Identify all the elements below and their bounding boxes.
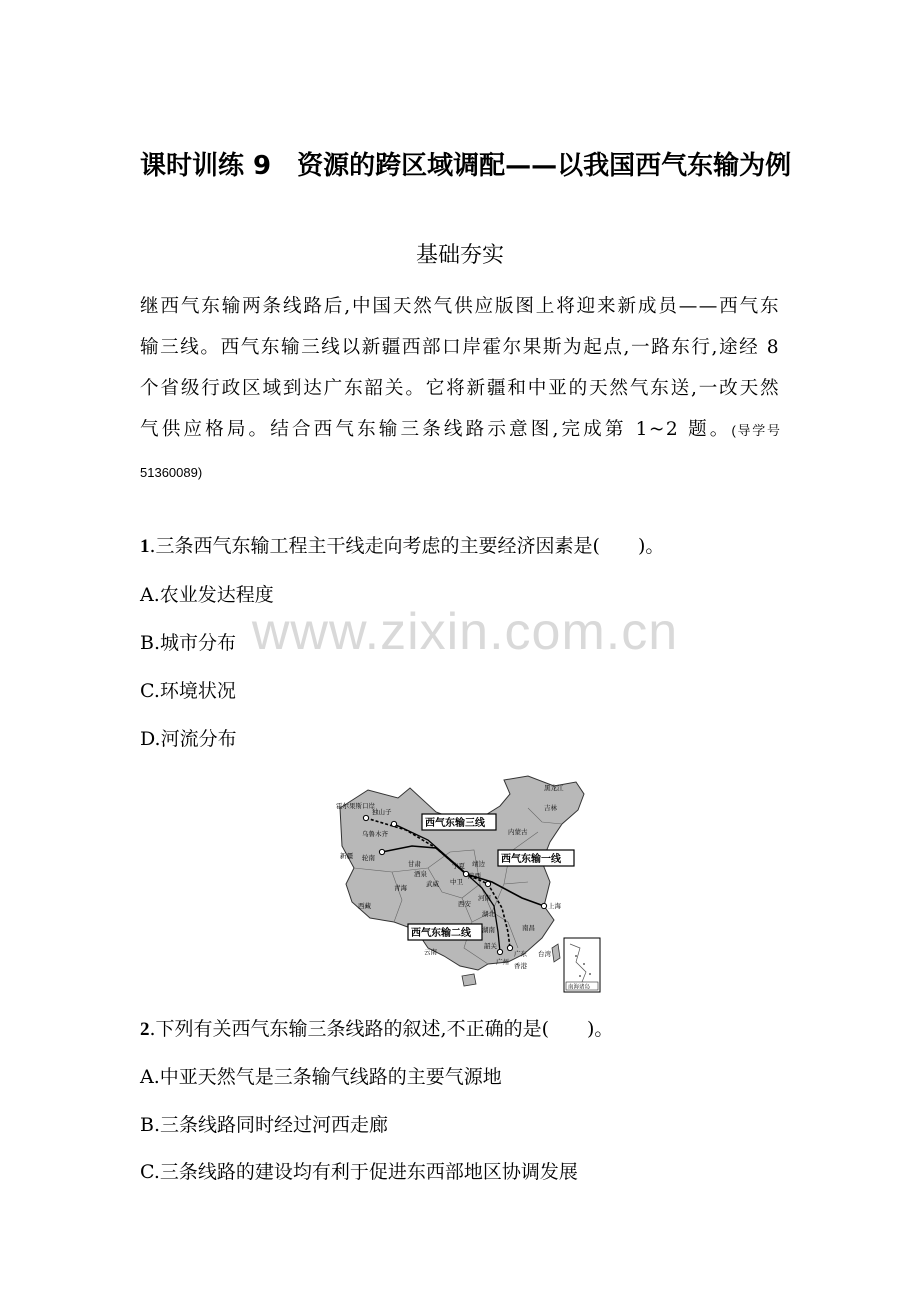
map-taiwan xyxy=(552,944,560,962)
question-1-option-b: B.城市分布 xyxy=(140,632,237,654)
map-place: 新疆 xyxy=(340,852,353,860)
intro-text: 继西气东输两条线路后,中国天然气供应版图上将迎来新成员——西气东输三线。西气东输三线以新疆西部口岸霍尔果斯为起点,一路东行,途经 8 个省级行政区域到达广东韶关。它将新疆和中亚的天然气东送,一改天然气供应格局。结合西气东输三条线路示意图,完成第 1~2 题。 xyxy=(140,296,780,440)
map-place: 武威 xyxy=(426,880,439,888)
map-place: 西藏 xyxy=(358,902,371,910)
question-1-option-c: C.环境状况 xyxy=(140,680,236,702)
map-place: 陕西 xyxy=(468,872,481,880)
map-place: 甘肃 xyxy=(408,860,421,868)
question-2-stem: 2.下列有关西气东输三条线路的叙述,不正确的是( )。 xyxy=(140,1018,614,1040)
question-2-number: 2 xyxy=(140,1019,150,1040)
map-place: 宁夏 xyxy=(452,862,465,870)
question-2-option-c: C.三条线路的建设均有利于促进东西部地区协调发展 xyxy=(140,1161,578,1183)
map-place: 云南 xyxy=(424,948,437,956)
question-2-option-a: A.中亚天然气是三条输气线路的主要气源地 xyxy=(140,1066,502,1088)
guide-number: (导学号 51360089) xyxy=(140,423,780,480)
map-place: 酒泉 xyxy=(414,870,427,878)
intro-paragraph xyxy=(140,286,780,493)
map-place: 广州 xyxy=(496,958,509,966)
map-place: 上海 xyxy=(548,902,561,910)
section-heading: 基础夯实 xyxy=(415,243,504,268)
question-1-option-a: A.农业发达程度 xyxy=(140,584,274,606)
map-place: 中卫 xyxy=(450,878,463,886)
pipeline-map xyxy=(332,772,606,998)
question-1-number: 1 xyxy=(140,536,150,557)
map-place: 内蒙古 xyxy=(508,828,528,836)
map-place: 西安 xyxy=(458,900,471,908)
map-place: 独山子 xyxy=(372,808,392,816)
map-place: 韶关 xyxy=(484,942,497,950)
map-place: 乌鲁木齐 xyxy=(362,830,388,838)
map-place: 霍尔果斯口岸 xyxy=(336,802,375,810)
map-place: 广东 xyxy=(514,950,527,958)
map-place: 台湾 xyxy=(538,950,551,958)
map-place: 河南 xyxy=(478,894,491,902)
map-place: 轮南 xyxy=(362,854,375,862)
question-2-option-b: B.三条线路同时经过河西走廊 xyxy=(140,1114,389,1136)
map-place: 湖北 xyxy=(482,910,495,918)
map-place: 香港 xyxy=(514,962,527,970)
map-place: 南昌 xyxy=(522,924,535,932)
map-label-line-1: 西气东输一线 xyxy=(501,854,561,865)
question-1-option-d: D.河流分布 xyxy=(140,728,237,750)
map-hainan xyxy=(462,974,476,986)
map-label-line-3: 西气东输三线 xyxy=(425,818,485,829)
map-place: 黑龙江 xyxy=(544,784,564,792)
map-inset-label: 南海诸岛 xyxy=(568,984,591,991)
map-place: 靖边 xyxy=(472,860,485,868)
map-label-line-2: 西气东输二线 xyxy=(411,928,471,939)
map-place: 湖南 xyxy=(482,926,495,934)
question-1-stem: 1.三条西气东输工程主干线走向考虑的主要经济因素是( )。 xyxy=(140,535,665,557)
watermark: www.zixin.com.cn xyxy=(251,603,679,661)
page-title: 课时训练 9 资源的跨区域调配——以我国西气东输为例 xyxy=(140,151,792,181)
map-place: 吉林 xyxy=(544,804,557,812)
map-place: 青海 xyxy=(394,884,407,892)
